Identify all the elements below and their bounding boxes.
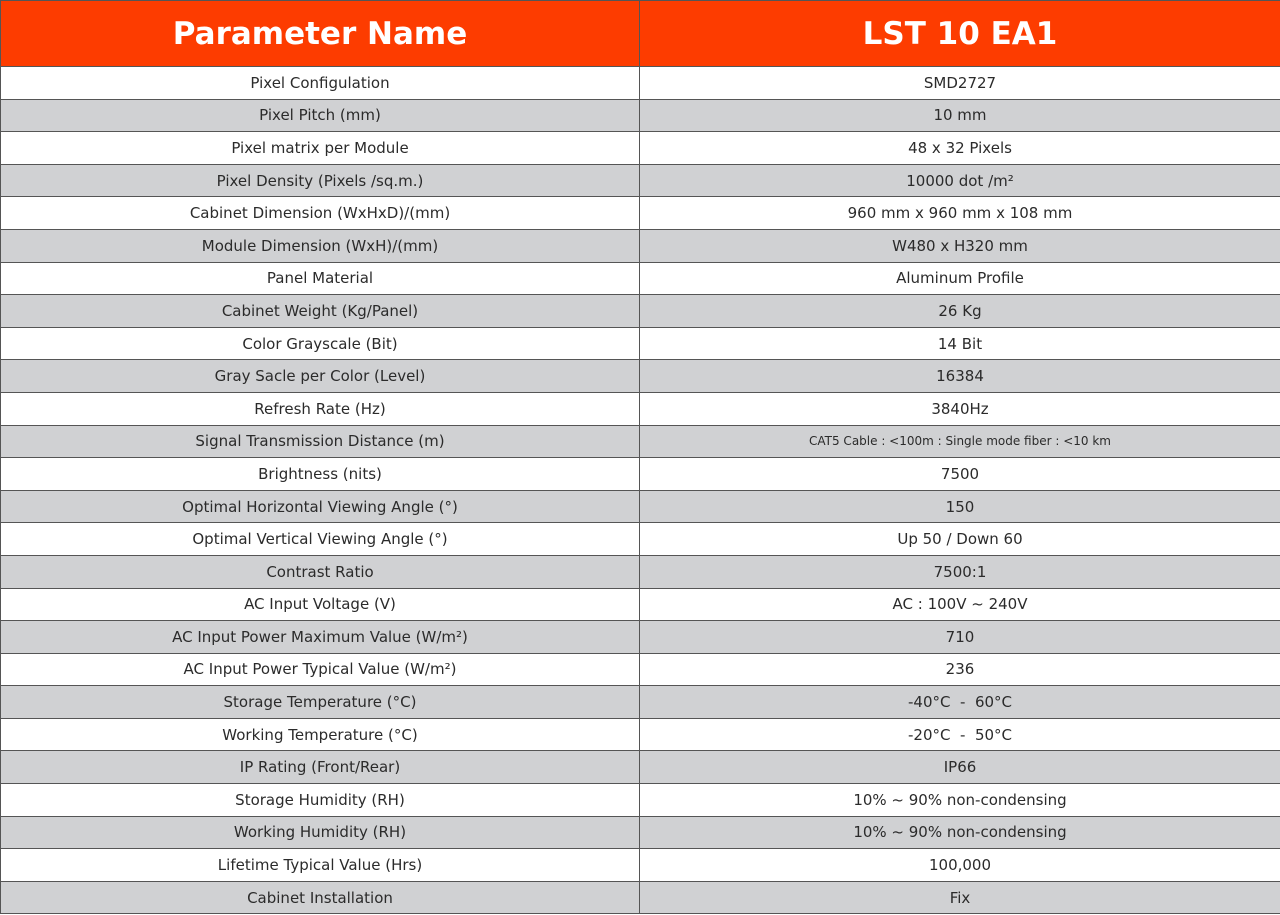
parameter-name: Contrast Ratio [1,555,640,588]
parameter-name: Pixel Density (Pixels /sq.m.) [1,164,640,197]
parameter-value: 10% ~ 90% non-condensing [640,816,1280,849]
parameter-name: Signal Transmission Distance (m) [1,425,640,458]
parameter-value: 16384 [640,360,1280,393]
parameter-name: Color Grayscale (Bit) [1,327,640,360]
parameter-name: Cabinet Installation [1,881,640,914]
parameter-name: Cabinet Weight (Kg/Panel) [1,295,640,328]
parameter-value: 14 Bit [640,327,1280,360]
table-row [1,425,1280,458]
table-row [1,262,1280,295]
parameter-value: 10000 dot /m² [640,164,1280,197]
parameter-value: 710 [640,621,1280,654]
parameter-name: Cabinet Dimension (WxHxD)/(mm) [1,197,640,230]
parameter-name: AC Input Power Maximum Value (W/m²) [1,621,640,654]
parameter-value: -20°C - 50°C [640,718,1280,751]
parameter-name: Working Temperature (°C) [1,718,640,751]
table-row [1,197,1280,230]
table-row [1,99,1280,132]
table-row [1,653,1280,686]
parameter-name: Storage Humidity (RH) [1,784,640,817]
table-row [1,621,1280,654]
table-row [1,458,1280,491]
table-row [1,295,1280,328]
parameter-name: Gray Sacle per Color (Level) [1,360,640,393]
parameter-name: AC Input Power Typical Value (W/m²) [1,653,640,686]
parameter-name: Storage Temperature (°C) [1,686,640,719]
parameter-value: 960 mm x 960 mm x 108 mm [640,197,1280,230]
parameter-name: Pixel Pitch (mm) [1,99,640,132]
parameter-value: 10% ~ 90% non-condensing [640,784,1280,817]
parameter-name: Optimal Vertical Viewing Angle (°) [1,523,640,556]
parameter-name: Module Dimension (WxH)/(mm) [1,229,640,262]
parameter-value: 7500:1 [640,555,1280,588]
table-row [1,881,1280,914]
parameter-value: 150 [640,490,1280,523]
parameter-name: Panel Material [1,262,640,295]
parameter-value: 236 [640,653,1280,686]
spec-table-body [1,67,1280,914]
table-row [1,392,1280,425]
table-row [1,849,1280,882]
table-header-row [1,1,1280,67]
parameter-value: SMD2727 [640,67,1280,100]
parameter-value: W480 x H320 mm [640,229,1280,262]
table-row [1,229,1280,262]
parameter-name: IP Rating (Front/Rear) [1,751,640,784]
table-row [1,490,1280,523]
table-row [1,555,1280,588]
parameter-name: Pixel matrix per Module [1,132,640,165]
table-row [1,718,1280,751]
table-row [1,686,1280,719]
parameter-value: 10 mm [640,99,1280,132]
parameter-name: Working Humidity (RH) [1,816,640,849]
table-row [1,523,1280,556]
parameter-name: AC Input Voltage (V) [1,588,640,621]
table-row [1,784,1280,817]
parameter-value: AC : 100V ~ 240V [640,588,1280,621]
parameter-value: -40°C - 60°C [640,686,1280,719]
parameter-value: 7500 [640,458,1280,491]
parameter-value: 3840Hz [640,392,1280,425]
parameter-value: 26 Kg [640,295,1280,328]
table-row [1,164,1280,197]
table-row [1,327,1280,360]
parameter-name: Pixel Configulation [1,67,640,100]
header-parameter-name: Parameter Name [1,1,640,67]
table-row [1,816,1280,849]
parameter-name: Refresh Rate (Hz) [1,392,640,425]
parameter-value: 48 x 32 Pixels [640,132,1280,165]
parameter-name: Lifetime Typical Value (Hrs) [1,849,640,882]
parameter-value: CAT5 Cable : <100m : Single mode fiber : <10 km [640,425,1280,458]
parameter-name: Optimal Horizontal Viewing Angle (°) [1,490,640,523]
parameter-value: Fix [640,881,1280,914]
parameter-value: Aluminum Profile [640,262,1280,295]
table-row [1,751,1280,784]
table-row [1,132,1280,165]
table-row [1,67,1280,100]
table-row [1,588,1280,621]
parameter-name: Brightness (nits) [1,458,640,491]
header-model-name: LST 10 EA1 [640,1,1280,67]
parameter-value: Up 50 / Down 60 [640,523,1280,556]
parameter-value: 100,000 [640,849,1280,882]
table-row [1,360,1280,393]
parameter-value: IP66 [640,751,1280,784]
